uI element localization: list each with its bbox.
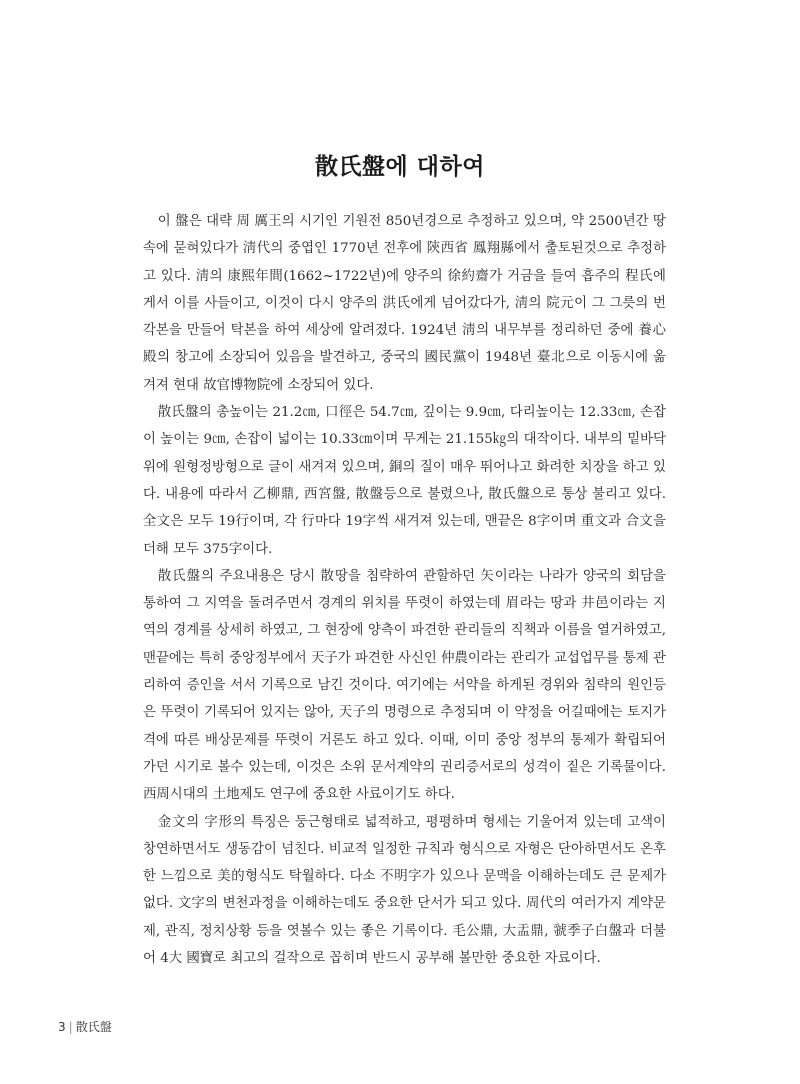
paragraph-content: 散氏盤의 주요내용은 당시 散땅을 침략하여 관할하던 矢이라는 나라가 양국의 회담을 통하여 그 지역을 돌려주면서 경계의 위치를 뚜렷이 하였는데 眉라는 땅과 井邑이라는 지역의 경계를 상세히 하였고, 그 현장에 양측이 파견한 관리들의 직책과 이름을 열거하였고, 맨끝에는 특히 중앙정부에서 天子가 파견한 사신인 仲農이라는 관리가 교섭업무를 통제 관리하여 증인을 서서 기록으로 남긴 것이다. 여기에는 서약을 하게된 경위와 침략의 원인등은 뚜렷이 기록되어 있지는 않아, 天子의 명령으로 추정되며 이 약정을 어길때에는 토지가격에 따른 배상문제를 뚜렷이 거론도 하고 있다. 이때, 이미 중앙 정부의 통제가 확립되어가던 시기로 볼수 있는데, 이것은 소위 문서계약의 권리증서로의 성격이 짙은 기록물이다. 西周시대의 土地제도 연구에 중요한 사료이기도 하다. bbox=[143, 568, 666, 803]
page-title: 散氏盤에 대하여 bbox=[315, 154, 485, 180]
footer-separator: | bbox=[68, 1020, 73, 1034]
running-title: 散氏盤 bbox=[75, 1020, 112, 1034]
paragraph-dimensions: 散氏盤의 총높이는 21.2㎝, 口徑은 54.7㎝, 깊이는 9.9㎝, 다리높이는 12.33㎝, 손잡이 높이는 9㎝, 손잡이 넓이는 10.33㎝이며 무게는 21.155㎏의 대작이다. 내부의 밑바닥위에 원형정방형으로 글이 새겨져 있으며, 銅의 질이 매우 뛰어나고 화려한 치장을 하고 있다. 내용에 따라서 乙柳鼎, 西宮盤, 散盤등으로 불렸으나, 散氏盤으로 통상 불리고 있다. 全文은 모두 19行이며, 각 行마다 19字씩 새겨져 있는데, 맨끝은 8字이며 重文과 合文을 더해 모두 375字이다. bbox=[143, 405, 666, 557]
page-footer bbox=[58, 1018, 112, 1035]
paragraph-script-style: 金文의 字形의 특징은 둥근형태로 넓적하고, 평평하며 형세는 기울어져 있는데 고색이 창연하면서도 생동감이 넘친다. 비교적 일정한 규칙과 형식으로 자형은 단아하면서도 온후한 느낌으로 美的형식도 탁월하다. 다소 不明字가 있으나 문맥을 이해하는데도 큰 문제가 없다. 文字의 변천과정을 이해하는데도 중요한 단서가 되고 있다. 周代의 여러가지 계약문제, 관직, 정치상황 등을 엿볼수 있는 좋은 기록이다. 毛公鼎, 大盂鼎, 虢季子白盤과 더불어 4大 國寶로 최고의 걸작으로 꼽히며 반드시 공부해 볼만한 중요한 자료이다. bbox=[143, 814, 666, 967]
paragraph-origin: 이 盤은 대략 周 厲王의 시기인 기원전 850년경으로 추정하고 있으며, 약 2500년간 땅속에 묻혀있다가 淸代의 중엽인 1770년 전후에 陝西省 鳳翔縣에서 출토된것으로 추정하고 있다. 淸의 康熙年間(1662~1722년)에 양주의 徐約齋가 거금을 들여 흡주의 程氏에게서 이를 사들이고, 이것이 다시 양주의 洪氏에게 넘어갔다가, 淸의 院元이 그 그릇의 번각본을 만들어 탁본을 하여 세상에 알려졌다. 1924년 淸의 내무부를 정리하던 중에 養心殿의 창고에 소장되어 있음을 발견하고, 중국의 國民黨이 1948년 臺北으로 이동시에 옮겨져 현대 故官博物院에 소장되어 있다. bbox=[143, 214, 666, 393]
article-body bbox=[143, 208, 666, 972]
page-number: 3 bbox=[58, 1020, 66, 1034]
